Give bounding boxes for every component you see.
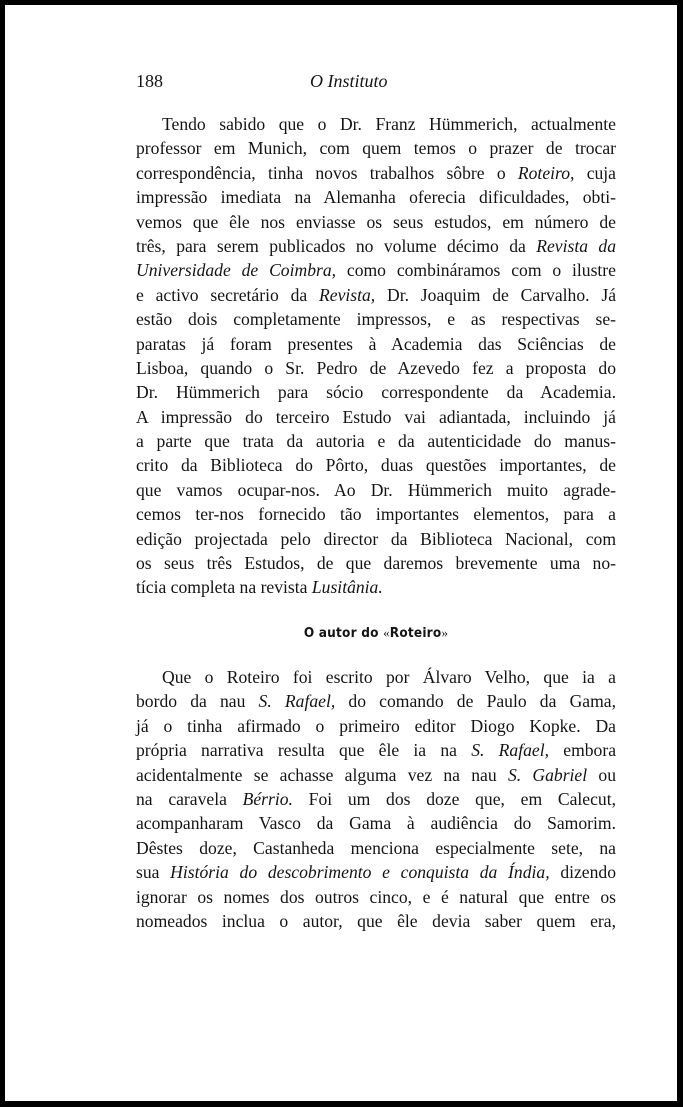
text-line: Dr. Hümmerich para sócio correspondente da Academia. <box>136 382 616 403</box>
text-line: bordo da nau S. Rafael, do comando de Paulo da Gama, <box>136 691 616 712</box>
italic-title: Revista da <box>536 235 616 256</box>
text-line: vemos que êle nos enviasse os seus estudos, em número de <box>136 211 616 232</box>
text-line: impressão imediata na Alemanha oferecia dificuldades, obti- <box>136 187 616 208</box>
italic-title: Lusitânia. <box>311 577 383 598</box>
paragraph-author-of-roteiro <box>136 665 616 933</box>
italic-title: Revista, <box>319 284 376 305</box>
italic-ship-name: Bérrio. <box>242 788 293 809</box>
book-page <box>5 5 677 1101</box>
text-line: acompanharam Vasco da Gama à audiência do Samorim. <box>136 813 616 834</box>
italic-ship-name: S. Rafael, <box>471 740 549 761</box>
text-line: edição projectada pelo director da Biblioteca Nacional, com <box>136 528 616 549</box>
text-line: e activo secretário da Revista, Dr. Joaquim de Carvalho. Já <box>136 284 616 305</box>
text-line: Que o Roteiro foi escrito por Álvaro Velho, que ia a <box>162 667 616 687</box>
running-title: O Instituto <box>310 71 388 91</box>
italic-ship-name: S. Rafael, <box>258 691 336 712</box>
text-line: Universidade de Coimbra, como combináramos com o ilustre <box>136 260 616 281</box>
text-line: que vamos ocupar-nos. Ao Dr. Hümmerich muito agrade- <box>136 479 616 500</box>
text-line: correspondência, tinha novos trabalhos sôbre o Roteiro, cuja <box>136 162 616 183</box>
page-number: 188 <box>136 71 163 91</box>
text-line: Tendo sabido que o Dr. Franz Hümmerich, actualmente <box>162 114 616 134</box>
italic-title: Universidade de Coimbra, <box>136 260 337 281</box>
text-line: própria narrativa resulta que êle ia na S. Rafael, embora <box>136 740 617 761</box>
page-header <box>136 71 616 95</box>
text-line: os seus três Estudos, de que daremos brevemente uma no- <box>136 553 616 574</box>
text-line: sua História do descobrimento e conquista da Índia, dizendo <box>136 862 617 883</box>
italic-title: Roteiro, <box>517 162 575 183</box>
paragraph-hummerich-studies <box>136 112 616 600</box>
text-line: três, para serem publicados no volume décimo da Revista da <box>136 235 616 256</box>
text-line: nomeados inclua o autor, que êle devia saber quem era, <box>136 910 616 931</box>
italic-ship-name: S. Gabriel <box>507 764 588 785</box>
text-line: paratas já foram presentes à Academia das Sciências de <box>136 333 616 354</box>
text-line: ignorar os nomes dos outros cinco, e é natural que entre os <box>136 886 616 907</box>
text-line: estão dois completamente impressos, e as respectivas se- <box>136 309 616 330</box>
text-line: Lisboa, quando o Sr. Pedro de Azevedo fez a proposta do <box>136 357 616 378</box>
text-line: tícia completa na revista Lusitânia. <box>136 577 383 598</box>
text-line: A impressão do terceiro Estudo vai adiantada, incluindo já <box>136 406 616 427</box>
text-line: crito da Biblioteca do Pôrto, duas questões importantes, de <box>136 455 616 476</box>
text-line: Dêstes doze, Castanheda menciona especialmente sete, na <box>136 837 616 858</box>
italic-book-title: História do descobrimento e conquista da Índia, <box>170 862 550 883</box>
text-line: acidentalmente se achasse alguma vez na nau S. Gabriel ou <box>136 764 616 785</box>
text-line: já o tinha afirmado o primeiro editor Diogo Kopke. Da <box>136 715 616 736</box>
text-line: professor em Munich, com quem temos o prazer de trocar <box>136 138 616 159</box>
section-heading: O autor do «Roteiro» <box>303 625 449 641</box>
text-line: na caravela Bérrio. Foi um dos doze que, em Calecut, <box>136 788 616 809</box>
text-line: cemos ter-nos fornecido tão importantes elementos, para a <box>136 504 616 525</box>
text-line: a parte que trata da autoria e da autenticidade do manus- <box>136 431 616 452</box>
